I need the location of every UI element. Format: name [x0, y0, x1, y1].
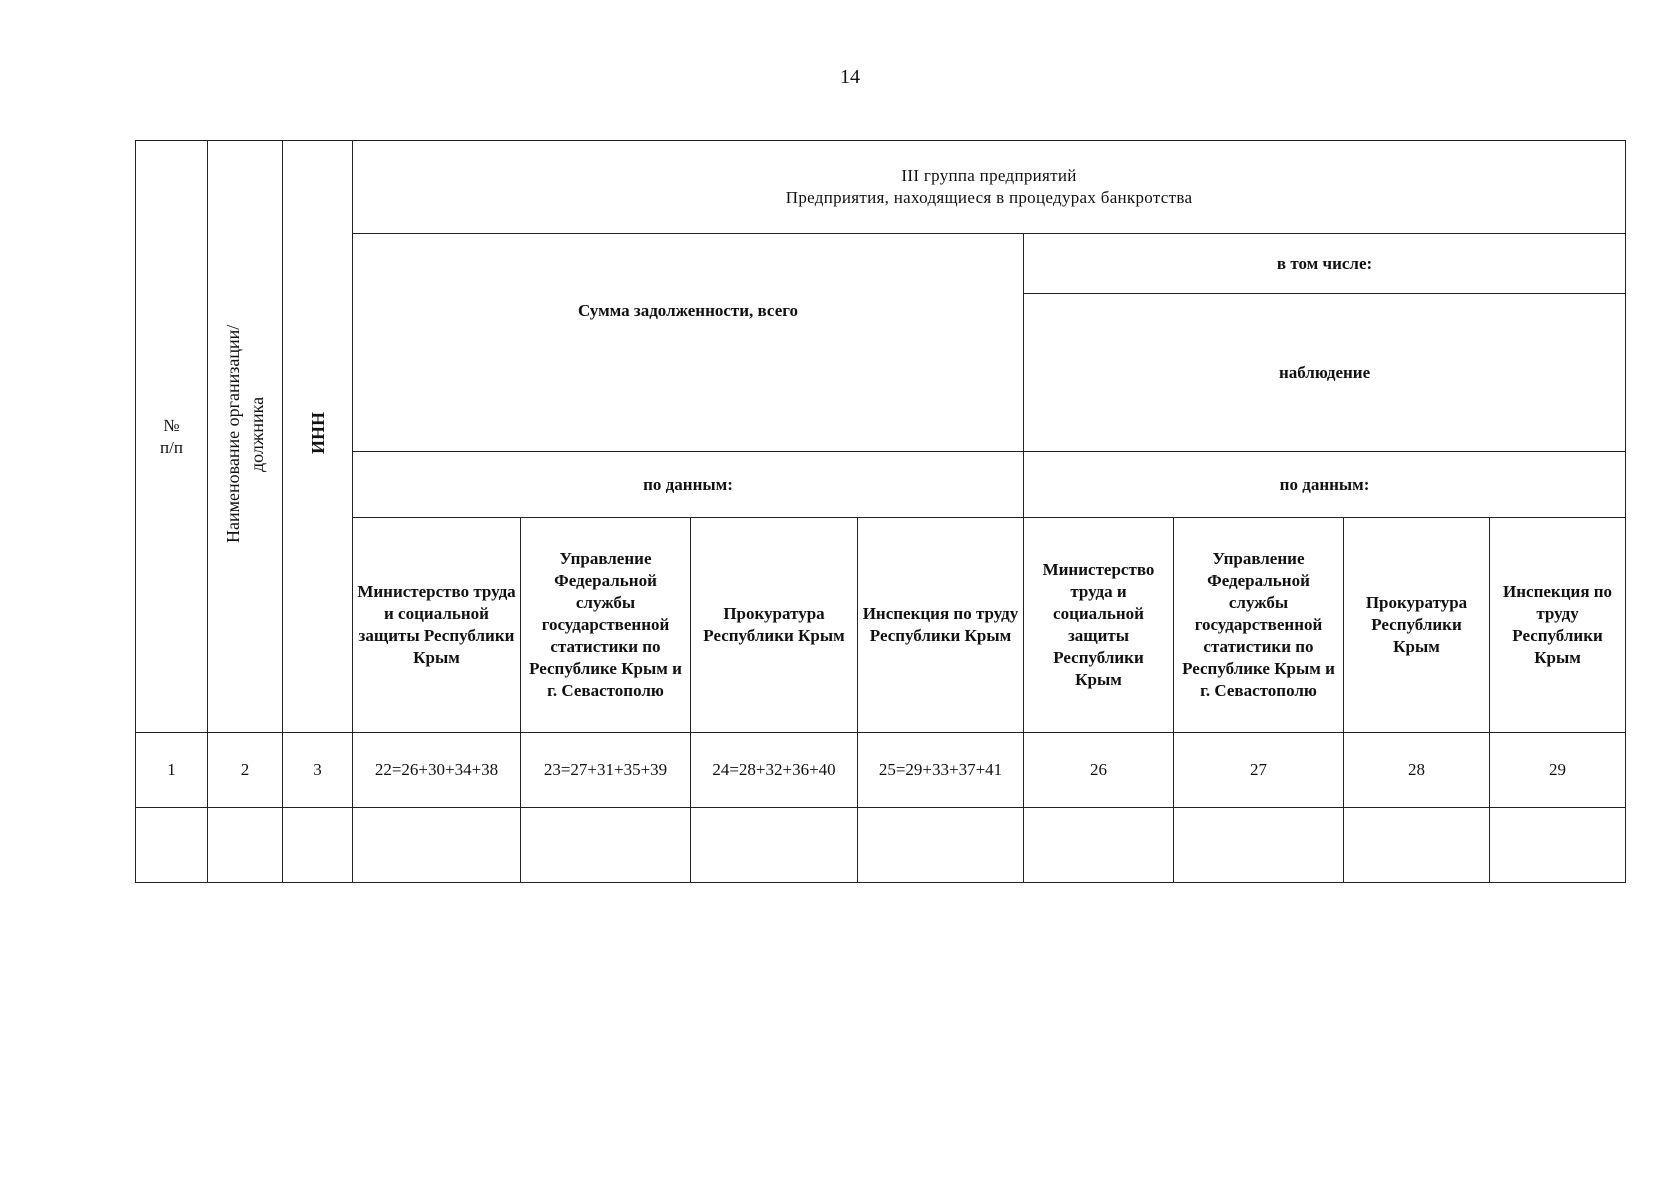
- source-header: Управление Федеральной службы государственной статистики по Республике Крым и г. Севастополю: [521, 518, 691, 733]
- column-number: 2: [208, 733, 283, 808]
- column-number: 24=28+32+36+40: [691, 733, 858, 808]
- source-header: Инспекция по труду Республики Крым: [858, 518, 1024, 733]
- source-header: Прокуратура Республики Крым: [1344, 518, 1490, 733]
- empty-cell: [136, 808, 208, 883]
- column-number: 26: [1024, 733, 1174, 808]
- column-number: 3: [283, 733, 353, 808]
- source-header: Инспекция по труду Республики Крым: [1490, 518, 1626, 733]
- source-header: Управление Федеральной службы государственной статистики по Республике Крым и г. Севастополю: [1174, 518, 1344, 733]
- header-inn-label: ИНН: [307, 412, 328, 455]
- column-number: 25=29+33+37+41: [858, 733, 1024, 808]
- empty-cell: [1490, 808, 1626, 883]
- observation-cell: [1024, 294, 1626, 452]
- column-number: 1: [136, 733, 208, 808]
- by-data-left-cell: [353, 452, 1024, 518]
- empty-cell: [1344, 808, 1490, 883]
- empty-cell: [858, 808, 1024, 883]
- source-header: Прокуратура Республики Крым: [691, 518, 858, 733]
- total-debt-cell: [353, 234, 1024, 452]
- empty-cell: [521, 808, 691, 883]
- observation-label: наблюдение: [1278, 362, 1371, 382]
- source-header: Министерство труда и социальной защиты Республики Крым: [353, 518, 521, 733]
- column-number: 27: [1174, 733, 1344, 808]
- header-name-label: Наименование организации/ должника: [223, 324, 267, 543]
- header-number-col: [136, 141, 208, 733]
- by-data-right-label: по данным:: [1279, 474, 1370, 494]
- source-header: Министерство труда и социальной защиты Республики Крым: [1024, 518, 1174, 733]
- empty-cell: [353, 808, 521, 883]
- empty-cell: [208, 808, 283, 883]
- header-name-col: [208, 141, 283, 733]
- column-numbers-row: [136, 733, 1626, 808]
- empty-cell: [283, 808, 353, 883]
- column-number: 23=27+31+35+39: [521, 733, 691, 808]
- report-table: [135, 140, 1626, 883]
- group-title-line2: Предприятия, находящиеся в процедурах банкротства: [785, 188, 1193, 207]
- page-number: 14: [840, 66, 860, 88]
- empty-data-row: [136, 808, 1626, 883]
- header-inn-col: [283, 141, 353, 733]
- by-data-right-cell: [1024, 452, 1626, 518]
- including-cell: [1024, 234, 1626, 294]
- column-number: 22=26+30+34+38: [353, 733, 521, 808]
- header-number-label: № п/п: [160, 415, 183, 457]
- column-number: 28: [1344, 733, 1490, 808]
- total-debt-label: Сумма задолженности, всего: [577, 300, 799, 320]
- column-number: 29: [1490, 733, 1626, 808]
- group-title-line1: III группа предприятий: [901, 166, 1077, 185]
- empty-cell: [691, 808, 858, 883]
- group-title-cell: [353, 141, 1626, 234]
- empty-cell: [1024, 808, 1174, 883]
- empty-cell: [1174, 808, 1344, 883]
- by-data-left-label: по данным:: [643, 474, 733, 494]
- including-label: в том числе:: [1276, 253, 1373, 273]
